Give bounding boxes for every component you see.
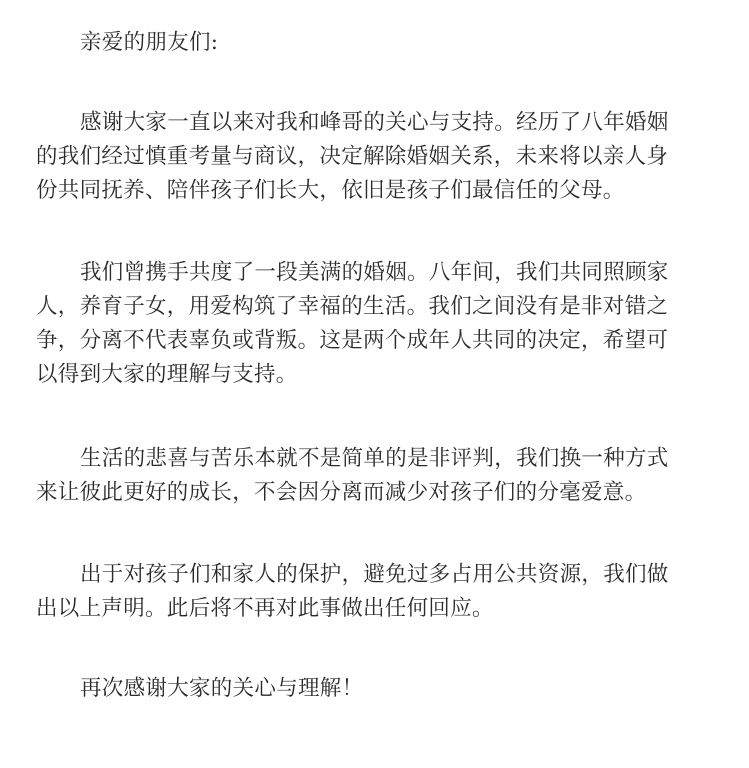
paragraph-line: 出于对孩子们和家人的保护，避免过多占用公共资源，我们做 bbox=[80, 562, 669, 587]
letter-salutation: 亲爱的朋友们: bbox=[80, 30, 219, 55]
paragraph-line: 人，养育子女，用爱构筑了幸福的生活。我们之间没有是非对错之 bbox=[36, 294, 669, 319]
paragraph-line: 来让彼此更好的成长，不会因分离而减少对孩子们的分毫爱意。 bbox=[36, 480, 647, 505]
paragraph-line: 我们曾携手共度了一段美满的婚姻。八年间，我们共同照顾家 bbox=[80, 260, 669, 285]
letter-document bbox=[36, 26, 722, 758]
paragraph-5-closing bbox=[36, 672, 722, 706]
paragraph-2 bbox=[36, 256, 722, 392]
closing-line: 再次感谢大家的关心与理解！ bbox=[80, 676, 364, 701]
paragraph-line: 份共同抚养、陪伴孩子们长大，依旧是孩子们最信任的父母。 bbox=[36, 178, 625, 203]
paragraph-line: 生活的悲喜与苦乐本就不是简单的是非评判，我们换一种方式 bbox=[80, 446, 669, 471]
paragraph-1 bbox=[36, 106, 722, 208]
paragraph-line: 以得到大家的理解与支持。 bbox=[36, 362, 298, 387]
paragraph-3 bbox=[36, 442, 722, 510]
paragraph-line: 感谢大家一直以来对我和峰哥的关心与支持。经历了八年婚姻 bbox=[80, 110, 669, 135]
paragraph-4 bbox=[36, 558, 722, 626]
paragraph-line: 的我们经过慎重考量与商议，决定解除婚姻关系，未来将以亲人身 bbox=[36, 144, 669, 169]
paragraph-line: 出以上声明。此后将不再对此事做出任何回应。 bbox=[36, 596, 494, 621]
paragraph-line: 争，分离不代表辜负或背叛。这是两个成年人共同的决定，希望可 bbox=[36, 328, 669, 353]
